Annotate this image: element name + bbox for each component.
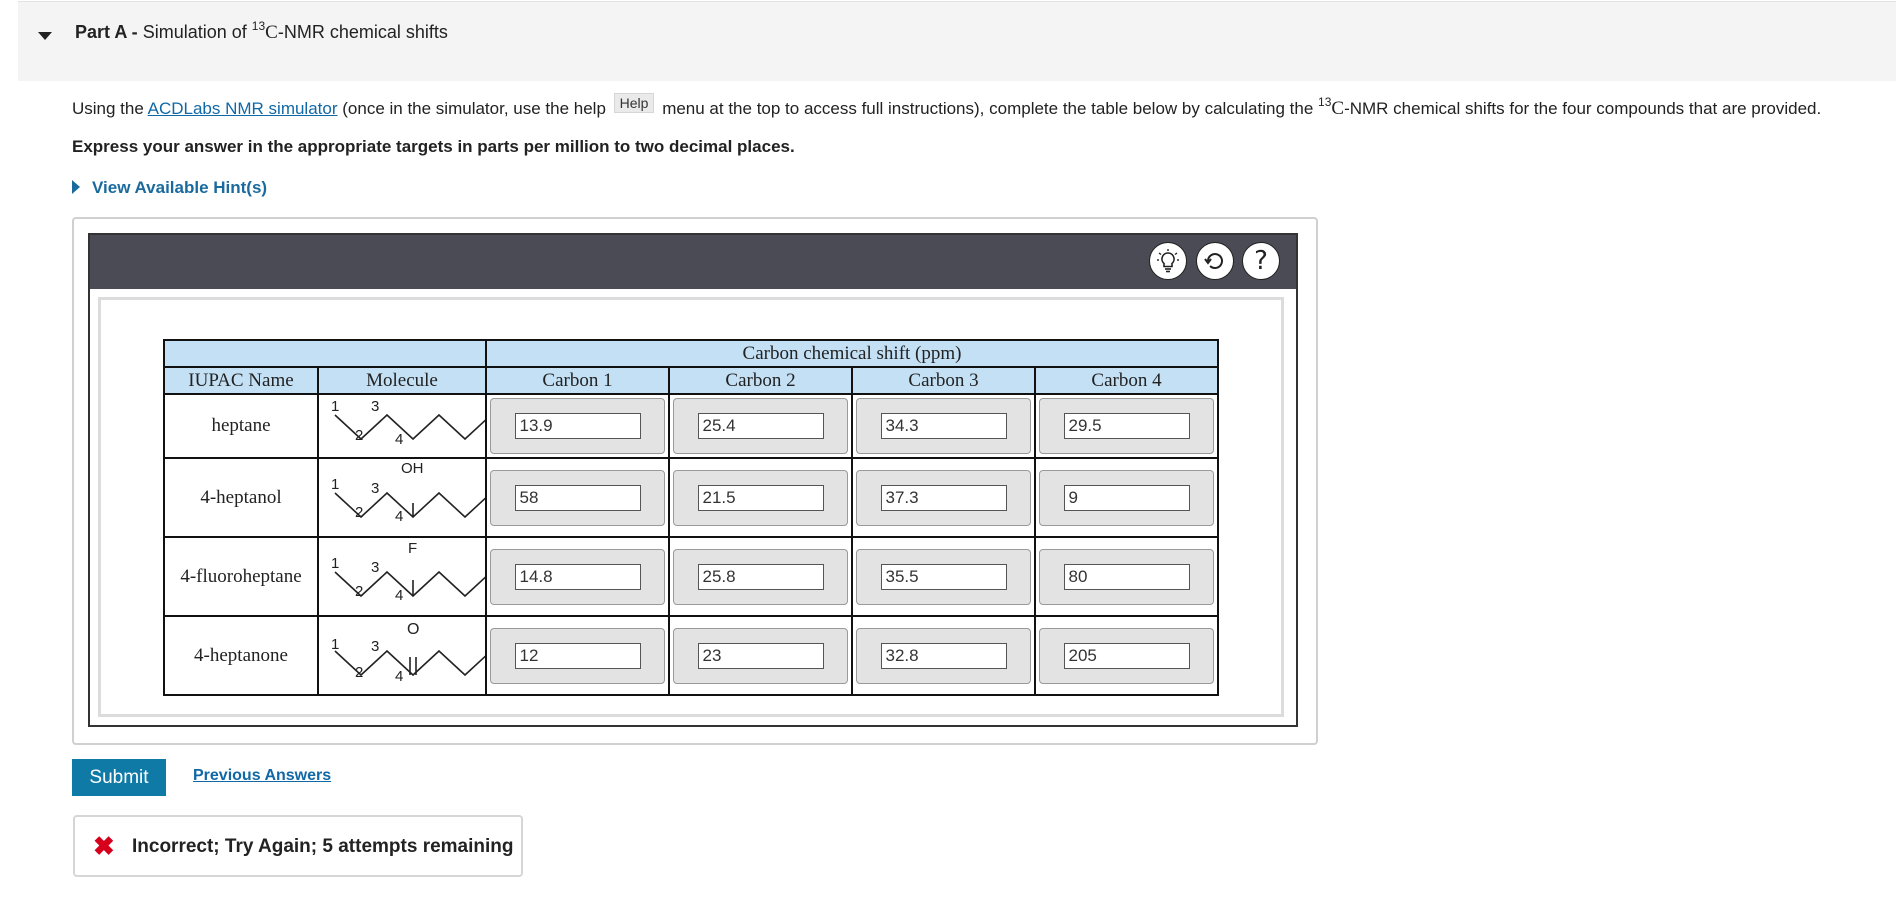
svg-text:2: 2	[355, 504, 364, 521]
fluoroheptane-carbon-1-input[interactable]	[515, 564, 641, 590]
heptanol-carbon-4-input[interactable]	[1064, 485, 1190, 511]
table-row	[164, 394, 1218, 458]
lightbulb-icon	[1155, 248, 1181, 274]
heptanone-carbon-1-input[interactable]	[515, 643, 641, 669]
svg-text:2: 2	[355, 664, 364, 681]
compound-name: 4-fluoroheptane	[164, 537, 318, 616]
substituent-label: F	[408, 540, 418, 557]
part-header[interactable]	[18, 1, 1896, 81]
heptane-carbon-2-input[interactable]	[698, 413, 824, 439]
heptane-carbon-3-input[interactable]	[881, 413, 1007, 439]
table-row	[164, 616, 1218, 695]
instructions-pre: Using the	[72, 99, 144, 118]
header-iupac-name: IUPAC Name	[164, 367, 318, 394]
compound-name: 4-heptanone	[164, 616, 318, 695]
help-chip: Help	[614, 93, 655, 113]
svg-text:3: 3	[371, 559, 380, 576]
heptanone-structure	[319, 617, 485, 689]
view-hints-link[interactable]	[72, 178, 267, 198]
instructions-isotope-superscript: 13	[1318, 95, 1332, 109]
reset-button[interactable]	[1196, 242, 1234, 280]
heptanone-carbon-3-input[interactable]	[881, 643, 1007, 669]
header-carbon-1: Carbon 1	[486, 367, 669, 394]
heptanone-carbon-2-input[interactable]	[698, 643, 824, 669]
svg-text:3: 3	[371, 638, 380, 655]
molecule-structure	[318, 458, 486, 537]
fluoroheptane-carbon-4-input[interactable]	[1064, 564, 1190, 590]
part-title	[75, 19, 448, 44]
svg-text:1: 1	[331, 636, 340, 653]
tool-toolbar	[90, 235, 1296, 289]
heptane-structure	[319, 395, 485, 452]
instructions-post: menu at the top to access full instructions), complete the table below by calculating the	[662, 99, 1314, 118]
svg-text:3: 3	[371, 480, 380, 497]
svg-text:2: 2	[355, 427, 364, 444]
header-carbon-4: Carbon 4	[1035, 367, 1218, 394]
fluoroheptane-carbon-3-input[interactable]	[881, 564, 1007, 590]
header-carbon-2: Carbon 2	[669, 367, 852, 394]
instructions-tail: -NMR chemical shifts for the four compounds that are provided.	[1344, 99, 1822, 118]
lightbulb-hint-button[interactable]	[1149, 242, 1187, 280]
heptanol-carbon-3-input[interactable]	[881, 485, 1007, 511]
svg-text:1: 1	[331, 398, 340, 415]
collapse-caret-icon[interactable]	[38, 32, 52, 40]
table-row	[164, 458, 1218, 537]
header-molecule: Molecule	[318, 367, 486, 394]
view-hints-label: View Available Hint(s)	[92, 178, 268, 197]
heptanone-carbon-4-input[interactable]	[1064, 643, 1190, 669]
part-title-post: -NMR chemical shifts	[277, 22, 448, 42]
instructions	[72, 95, 1822, 120]
molecule-structure	[318, 616, 486, 695]
svg-text:4: 4	[395, 431, 404, 448]
svg-text:4: 4	[395, 508, 404, 525]
svg-text:3: 3	[371, 398, 380, 415]
isotope-superscript: 13	[251, 19, 266, 33]
heptane-carbon-4-input[interactable]	[1064, 413, 1190, 439]
express-instruction: Express your answer in the appropriate targets in parts per million to two decimal places.	[72, 137, 795, 156]
fluoroheptane-carbon-2-input[interactable]	[698, 564, 824, 590]
header-carbon-3: Carbon 3	[852, 367, 1035, 394]
part-label: Part A -	[75, 22, 138, 42]
substituent-label: O	[407, 621, 420, 638]
fluoroheptane-structure	[319, 538, 485, 610]
carbon-shift-group-header: Carbon chemical shift (ppm)	[486, 340, 1218, 367]
chemical-shift-table	[163, 339, 1219, 696]
svg-text:1: 1	[331, 555, 340, 572]
feedback-box	[73, 815, 523, 877]
molecule-structure	[318, 537, 486, 616]
svg-text:2: 2	[355, 583, 364, 600]
table-row	[164, 537, 1218, 616]
table-blank-header	[164, 340, 486, 367]
instructions-isotope-element: C	[1331, 98, 1345, 119]
compound-name: heptane	[164, 394, 318, 458]
expand-arrow-icon	[72, 180, 80, 194]
substituent-label: OH	[401, 460, 424, 477]
heptane-carbon-1-input[interactable]	[515, 413, 641, 439]
molecule-structure	[318, 394, 486, 458]
heptanol-carbon-2-input[interactable]	[698, 485, 824, 511]
compound-name: 4-heptanol	[164, 458, 318, 537]
previous-answers-link[interactable]: Previous Answers	[193, 767, 332, 784]
svg-text:1: 1	[331, 476, 340, 493]
heptanol-structure	[319, 459, 485, 531]
isotope-element: C	[265, 22, 278, 43]
acdlabs-simulator-link[interactable]: ACDLabs NMR simulator	[147, 99, 338, 118]
feedback-message: Incorrect; Try Again; 5 attempts remaining	[132, 836, 514, 857]
reset-icon	[1203, 249, 1227, 273]
submit-button[interactable]: Submit	[72, 759, 166, 796]
part-title-pre: Simulation of	[142, 22, 247, 42]
heptanol-carbon-1-input[interactable]	[515, 485, 641, 511]
instructions-mid: (once in the simulator, use the help	[342, 99, 606, 118]
help-button[interactable]: ?	[1242, 242, 1280, 280]
x-icon: ✖	[93, 831, 115, 861]
svg-text:4: 4	[395, 668, 404, 685]
svg-text:4: 4	[395, 587, 404, 604]
